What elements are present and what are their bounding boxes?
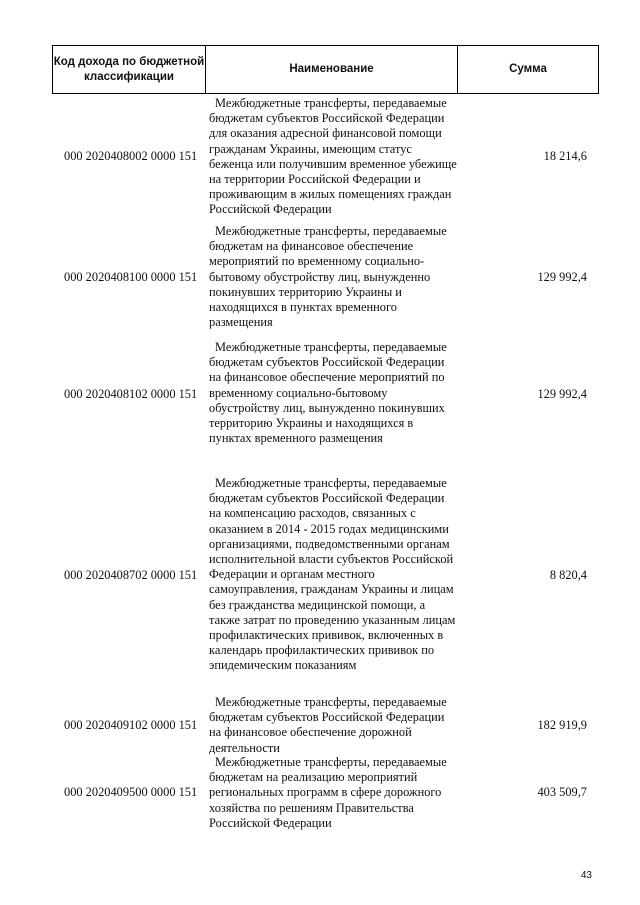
name-line: Межбюджетные трансферты, передаваемые [215, 340, 447, 354]
name-line: также затрат по проведению указанным лицам [209, 612, 456, 627]
name-line: организациями, подведомственными органам [209, 536, 450, 551]
page-number: 43 [580, 870, 592, 881]
name-line: Федерации и органам местного [209, 567, 375, 582]
name-line: на компенсацию расходов, связанных с [209, 506, 416, 521]
name-line: на территории Российской Федерации и [209, 172, 421, 187]
name-line: пунктах временного размещения [209, 431, 383, 446]
row-amount: 129 992,4 [537, 270, 587, 284]
name-line: календарь профилактических прививок по [209, 643, 435, 658]
row-code: 000 2020408702 0000 151 [64, 568, 198, 582]
row-amount: 129 992,4 [537, 387, 587, 401]
name-line: на финансовое обеспечение мероприятий по [209, 370, 445, 385]
row-name [209, 224, 459, 330]
name-line: региональных программ в сфере дорожного [209, 785, 442, 800]
row-name [209, 695, 459, 756]
row-code: 000 2020408100 0000 151 [64, 270, 198, 284]
name-line: покинувших территорию Украины и [209, 284, 402, 299]
row-amount: 8 820,4 [549, 568, 587, 582]
row-amount: 18 214,6 [543, 149, 587, 163]
row-code: 000 2020409102 0000 151 [64, 718, 198, 732]
name-line: бюджетам на финансовое обеспечение [209, 239, 414, 254]
row-amount: 403 509,7 [537, 785, 587, 799]
row-name [209, 476, 459, 674]
name-line: Российской Федерации [209, 815, 332, 830]
name-line: для оказания адресной финансовой помощи [209, 126, 442, 141]
row-amount: 182 919,9 [537, 718, 587, 732]
name-line: бюджетам субъектов Российской Федерации [209, 710, 445, 725]
row-name [209, 755, 459, 831]
name-line: беженца или получившим временное убежище [209, 156, 457, 171]
name-line: гражданам Украины, имеющим статус [209, 141, 412, 156]
header-sum-column: Сумма [509, 63, 547, 76]
name-line: Российской Федерации [209, 202, 332, 217]
name-line: Межбюджетные трансферты, передаваемые [215, 695, 447, 709]
name-line: находящихся в пунктах временного [209, 300, 397, 315]
row-code: 000 2020408002 0000 151 [64, 149, 198, 163]
name-line: размещения [209, 315, 273, 330]
name-line: бытовому обустройству лиц, вынужденно [209, 269, 431, 284]
name-line: профилактических прививок, включенных в [209, 628, 444, 643]
name-line: бюджетам субъектов Российской Федерации [209, 491, 445, 506]
name-line: хозяйства по решениям Правительства [209, 800, 414, 815]
name-line: деятельности [209, 740, 280, 755]
name-line: проживающим в жилых помещениях граждан [209, 187, 452, 202]
row-code: 000 2020409500 0000 151 [64, 785, 198, 799]
header-name-column: Наименование [206, 46, 458, 93]
name-line: Межбюджетные трансферты, передаваемые [215, 224, 447, 238]
name-line: самоуправления, гражданам Украины и лицам [209, 582, 454, 597]
name-line: бюджетам на реализацию мероприятий [209, 770, 418, 785]
name-line: Межбюджетные трансферты, передаваемые [215, 755, 447, 769]
name-line: бюджетам субъектов Российской Федерации [209, 111, 445, 126]
name-line: временному социально-бытовому [209, 385, 388, 400]
name-line: территорию Украины и находящихся в [209, 416, 414, 431]
name-line: исполнительной власти субъектов Российской [209, 552, 454, 567]
name-line: Межбюджетные трансферты, передаваемые [215, 96, 447, 110]
row-name [209, 96, 459, 218]
name-line: мероприятий по временному социально- [209, 254, 425, 269]
row-name [209, 340, 459, 446]
row-code: 000 2020408102 0000 151 [64, 387, 198, 401]
name-line: эпидемическим показаниям [209, 658, 357, 673]
name-line: на финансовое обеспечение дорожной [209, 725, 412, 740]
name-line: Межбюджетные трансферты, передаваемые [215, 476, 447, 490]
name-line: бюджетам субъектов Российской Федерации [209, 355, 445, 370]
table-header [52, 45, 599, 94]
name-line: оказанием в 2014 - 2015 годах медицинскими [209, 521, 449, 536]
name-line: обустройству лиц, вынужденно покинувших [209, 400, 445, 415]
name-line: без гражданства медицинской помощи, а [209, 597, 426, 612]
header-code-column: Код дохода по бюджетной классификации [53, 46, 206, 93]
